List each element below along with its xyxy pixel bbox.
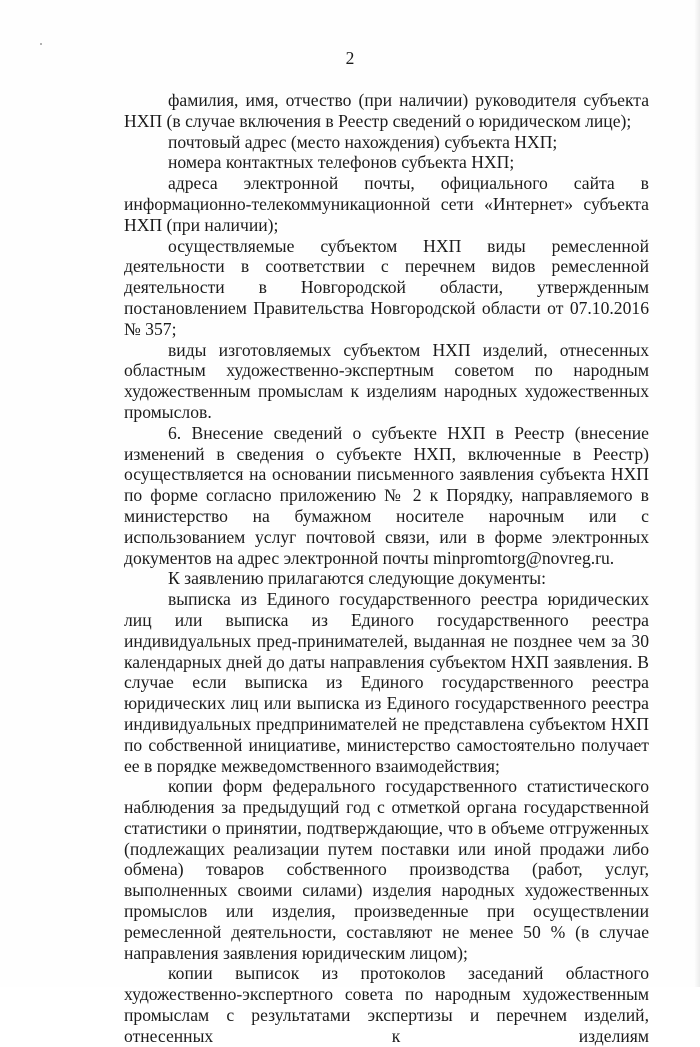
paragraph-email-website: адреса электронной почты, официального сайта в информационно-телекоммуникационной сети «Интернет» субъекта НХП (при наличии); [124, 173, 649, 235]
paragraph-postal-address: почтовый адрес (место нахождения) субъекта НХП; [168, 131, 558, 152]
paragraph-head-name: фамилия, имя, отчество (при наличии) руководителя субъекта НХП (в случае включения в Реестр сведений о юридическом лице); [124, 90, 649, 131]
paragraph-section-6: 6. Внесение сведений о субъекте НХП в Реестр (внесение изменений в сведения о субъекте НХП, включенные в Реестр) осуществляется на основании письменного заявления субъекта НХП по форме согласно приложению № 2 к Порядку, направляемого в министерство на бумажном носителе нарочным или с использованием услуг почтовой связи, или в форме электронных документов на адрес электронной почты minpromtorg@novreg.ru. [124, 422, 649, 568]
paragraph-council-protocols: копии выписок из протоколов заседаний областного художественно-экспертного совета по народным художественным промыслам с результатами экспертизы и перечнем изделий, отнесенных к изделиям [124, 963, 649, 1046]
document-body [124, 90, 649, 1047]
paragraph-registry-extract: выписка из Единого государственного реестра юридических лиц или выписка из Единого государственного реестра индивидуальных пред-принимателей, выданная не позднее чем за 30 календарных дней до даты направления субъектом НХП заявления. В случае если выписка из Единого государственного реестра юридических лиц или выписка из Единого государственного реестра индивидуальных предпринимателей не представлена субъектом НХП по собственной инициативе, министерство самостоятельно получает ее в порядке межведомственного взаимодействия; [124, 589, 649, 776]
scan-speck [40, 43, 42, 45]
paragraph-attachments-intro: К заявлению прилагаются следующие документы: [168, 568, 546, 589]
paragraph-phone-numbers: номера контактных телефонов субъекта НХП; [168, 152, 515, 173]
scan-edge-shadow [694, 0, 700, 987]
paragraph-statistics-forms: копии форм федерального государственного статистического наблюдения за предыдущий год с отметкой органа государственной статистики о принятии, подтверждающие, что в объеме отгруженных (подлежащих реализации путем поставки или иной продажи либо обмена) товаров собственного производства (работ, услуг, выполненных своими силами) изделия народных художественных промыслов или изделия, произведенные при осуществлении ремесленной деятельности, составляют не менее 50 % (в случае направления заявления юридическим лицом); [124, 776, 649, 963]
paragraph-product-types: виды изготовляемых субъектом НХП изделий, отнесенных областным художественно-экспертным советом по народным художественным промыслам к изделиям народных художественных промыслов. [124, 339, 649, 422]
paragraph-craft-activities: осуществляемые субъектом НХП виды ремесленной деятельности в соответствии с перечнем видов ремесленной деятельности в Новгородской области, утвержденным постановлением Правительства Новгородской области от 07.10.2016 № 357; [124, 235, 649, 339]
page-number: 2 [345, 48, 355, 68]
